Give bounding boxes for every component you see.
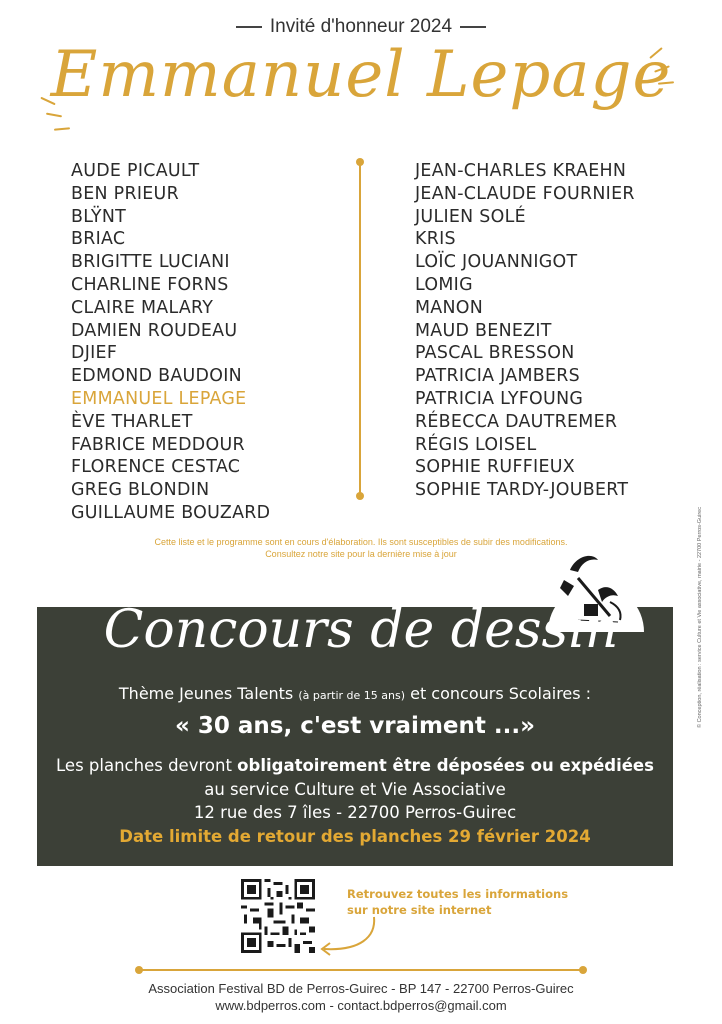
author-name: JULIEN SOLÉ	[415, 206, 526, 227]
contest-plates	[37, 756, 673, 775]
info-line: sur notre site internet	[347, 903, 492, 917]
guest-label: Invité d'honneur 2024	[269, 16, 453, 37]
author-name: SOPHIE TARDY-JOUBERT	[415, 480, 629, 501]
contest-address: 12 rue des 7 îles - 22700 Perros-Guirec	[193, 803, 517, 822]
author-name: DJIEF	[71, 343, 118, 364]
author-name: JEAN-CHARLES KRAEHN	[415, 161, 627, 181]
disclaimer-line: Consultez notre site pour la dernière mise à jour	[265, 549, 457, 559]
curved-arrow-icon	[318, 915, 380, 959]
author-name: BLŸNT	[71, 206, 127, 227]
author-name: GREG BLONDIN	[71, 480, 210, 501]
qr-code-icon[interactable]	[241, 879, 315, 953]
contest-service: au service Culture et Vie Associative	[204, 780, 506, 799]
author-name: AUDE PICAULT	[71, 161, 200, 181]
author-name: FLORENCE CESTAC	[71, 457, 241, 478]
author-name: LOÏC JOUANNIGOT	[415, 252, 578, 273]
author-name: JEAN-CLAUDE FOURNIER	[415, 183, 635, 204]
author-name: RÉGIS LOISEL	[415, 434, 537, 455]
plates-bold: obligatoirement être déposées ou expédiées	[237, 756, 654, 775]
author-name: LOMIG	[415, 274, 473, 295]
author-name: SOPHIE RUFFIEUX	[415, 457, 576, 478]
author-name: DAMIEN ROUDEAU	[71, 320, 238, 341]
heading-dash-left	[236, 26, 262, 28]
theme-suffix: et concours Scolaires :	[410, 684, 592, 703]
guest-name: Emmanuel Lepage	[50, 38, 672, 112]
info-text	[347, 886, 568, 918]
theme-age: (à partir de 15 ans)	[298, 689, 405, 702]
heading-dash-right	[460, 26, 486, 28]
info-line: Retrouvez toutes les informations	[347, 887, 569, 901]
footer-contact[interactable]: www.bdperros.com - contact.bdperros@gmail.com	[215, 998, 507, 1013]
author-name: MANON	[415, 297, 484, 318]
author-name: CLAIRE MALARY	[71, 297, 214, 318]
author-list-right	[415, 160, 635, 502]
author-name: GUILLAUME BOUZARD	[71, 502, 271, 523]
footer-association: Association Festival BD de Perros-Guirec - BP 147 - 22700 Perros-Guirec	[148, 981, 574, 996]
contest-deadline: Date limite de retour des planches 29 février 2024	[119, 827, 591, 846]
column-divider	[359, 162, 361, 496]
author-name: RÉBECCA DAUTREMER	[415, 411, 618, 432]
author-name: EMMANUEL LEPAGE	[71, 388, 247, 409]
author-name: FABRICE MEDDOUR	[71, 434, 245, 455]
author-list-left	[71, 160, 270, 525]
credit-text: © Conception, réalisation : service Culture et Vie associative, mairie - 22700 Perros-Guirec	[697, 507, 703, 728]
contest-title: Concours de dessin	[103, 600, 619, 660]
author-name: ÈVE THARLET	[71, 411, 193, 432]
footer-rule	[139, 969, 583, 971]
theme-prefix: Thème Jeunes Talents	[118, 684, 294, 703]
author-name: EDMOND BAUDOIN	[71, 366, 242, 387]
author-name: PASCAL BRESSON	[415, 343, 575, 364]
author-name: PATRICIA LYFOUNG	[415, 388, 584, 409]
author-name: CHARLINE FORNS	[71, 274, 229, 295]
author-name: BEN PRIEUR	[71, 183, 179, 204]
author-name: BRIAC	[71, 229, 126, 250]
plates-prefix: Les planches devront	[56, 756, 232, 775]
contest-quote: « 30 ans, c'est vraiment ...»	[175, 713, 535, 739]
author-name: MAUD BENEZIT	[415, 320, 552, 341]
disclaimer-line: Cette liste et le programme sont en cours d'élaboration. Ils sont susceptibles de subir des modifications.	[154, 537, 568, 547]
author-name: BRIGITTE LUCIANI	[71, 252, 230, 273]
author-name: PATRICIA JAMBERS	[415, 366, 581, 387]
guest-heading	[0, 16, 722, 38]
contest-theme	[37, 684, 673, 703]
author-name: KRIS	[415, 229, 456, 250]
